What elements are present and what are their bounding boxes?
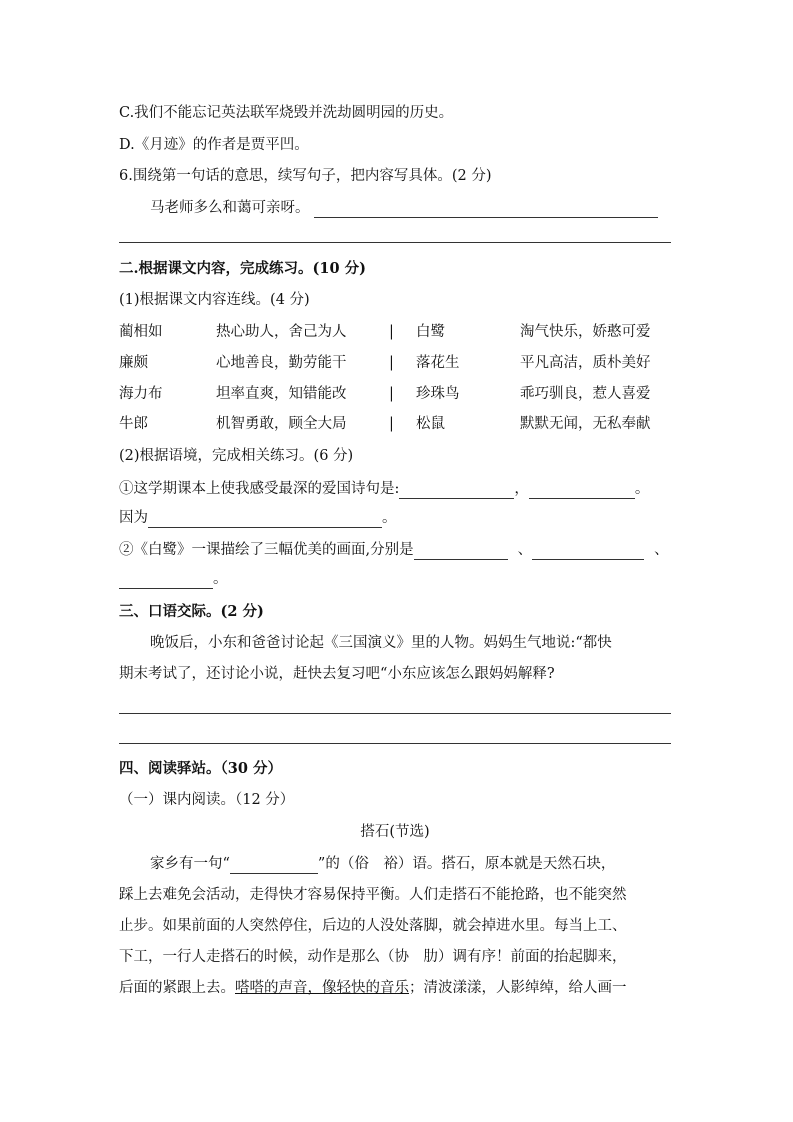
egret-question: ②《白鹭》一课描绘了三幅优美的画面,分别是 xyxy=(119,542,414,558)
option-c: C.我们不能忘记英法联军烧毁并洗劫圆明园的历史。 xyxy=(119,105,454,121)
matching-separator: | xyxy=(389,386,394,402)
poem-blank-2[interactable] xyxy=(529,482,635,499)
matching-trait: 热心助人，舍己为人 xyxy=(216,324,347,340)
section-2-part-2: (2)根据语境，完成相关练习。(6 分) xyxy=(119,448,354,464)
matching-trait: 坦率直爽，知错能改 xyxy=(216,386,347,402)
matching-item: 落花生 xyxy=(416,355,460,371)
matching-name: 廉颇 xyxy=(119,355,148,371)
matching-separator: | xyxy=(389,355,394,371)
question-6-lead: 马老师多么和蔼可亲呀。 xyxy=(150,200,310,216)
poem-end: 。 xyxy=(634,481,650,497)
answer-rule[interactable] xyxy=(119,743,671,744)
matching-separator: | xyxy=(389,416,394,432)
poem-question-line xyxy=(119,479,649,499)
matching-trait: 机智勇敢，顾全大局 xyxy=(216,416,347,432)
answer-rule[interactable] xyxy=(119,242,671,243)
egret-sep-1: 、 xyxy=(517,542,533,558)
matching-item: 松鼠 xyxy=(416,416,445,432)
reason-end: 。 xyxy=(382,510,397,526)
passage-text: 后面的紧跟上去。 xyxy=(119,980,235,996)
passage-title: 搭石(节选) xyxy=(360,824,430,840)
matching-separator: | xyxy=(389,324,394,340)
egret-end: 。 xyxy=(213,571,228,587)
underlined-sentence: 嗒嗒的声音，像轻快的音乐 xyxy=(235,980,409,996)
matching-name: 牛郎 xyxy=(119,416,148,432)
question-6-answer-line xyxy=(150,198,658,218)
section-2-title: 二.根据课文内容，完成练习。(10 分) xyxy=(119,260,366,277)
question-6-blank[interactable] xyxy=(314,201,658,218)
egret-blank-2[interactable] xyxy=(532,543,644,560)
egret-sep-2: 、 xyxy=(654,542,669,558)
section-2-part-1: (1)根据课文内容连线。(4 分) xyxy=(119,292,310,308)
poem-comma: ， xyxy=(514,481,529,497)
matching-name: 海力布 xyxy=(119,386,163,402)
section-4-subtitle: （一）课内阅读。（12 分） xyxy=(119,792,295,808)
matching-desc: 乖巧驯良，惹人喜爱 xyxy=(520,386,651,402)
egret-blank-1[interactable] xyxy=(414,543,508,560)
section-3-text-1: 晚饭后，小东和爸爸讨论起《三国演义》里的人物。妈妈生气地说:“都快 xyxy=(150,635,612,651)
passage-text: 家乡有一句“ xyxy=(150,856,230,872)
passage-line: 踩上去难免会活动，走得快才容易保持平衡。人们走搭石不能抢路，也不能突然 xyxy=(119,887,627,903)
section-3-title: 三、口语交际。(2 分) xyxy=(119,603,264,620)
passage-line xyxy=(150,854,615,874)
reason-line xyxy=(119,508,397,528)
matching-name: 蔺相如 xyxy=(119,324,163,340)
matching-item: 白鹭 xyxy=(416,324,445,340)
egret-question-line xyxy=(119,540,669,560)
section-3-text-2: 期末考试了，还讨论小说，赶快去复习吧“小东应该怎么跟妈妈解释? xyxy=(119,666,555,682)
poem-blank-1[interactable] xyxy=(399,482,514,499)
question-6-prompt: 6.围绕第一句话的意思，续写句子，把内容写具体。(2 分) xyxy=(119,168,492,184)
answer-rule[interactable] xyxy=(119,713,671,714)
matching-desc: 淘气快乐，娇憨可爱 xyxy=(520,324,651,340)
option-d: D.《月迹》的作者是贾平凹。 xyxy=(119,137,309,153)
matching-desc: 平凡高洁，质朴美好 xyxy=(520,355,651,371)
passage-line: 止步。如果前面的人突然停住，后边的人没处落脚，就会掉进水里。每当上工、 xyxy=(119,918,627,934)
egret-blank-3[interactable] xyxy=(119,572,213,589)
matching-desc: 默默无闻，无私奉献 xyxy=(520,416,651,432)
poem-question: ①这学期课本上使我感受最深的爱国诗句是: xyxy=(119,481,400,497)
reason-label: 因为 xyxy=(119,510,148,526)
passage-line: 下工，一行人走搭石的时候，动作是那么（协 肋）调有序！前面的抬起脚来， xyxy=(119,949,627,965)
passage-text: ；清波漾漾，人影绰绰，给人画一 xyxy=(409,980,627,996)
passage-line xyxy=(119,978,627,998)
matching-trait: 心地善良，勤劳能干 xyxy=(216,355,347,371)
passage-text: ”的（俗 裕）语。搭石，原本就是天然石块， xyxy=(317,856,616,872)
matching-item: 珍珠鸟 xyxy=(416,386,460,402)
section-4-title: 四、阅读驿站。（30 分） xyxy=(119,760,282,777)
proverb-blank[interactable] xyxy=(230,857,318,874)
reason-blank[interactable] xyxy=(148,511,382,528)
egret-question-line-2 xyxy=(119,569,228,589)
